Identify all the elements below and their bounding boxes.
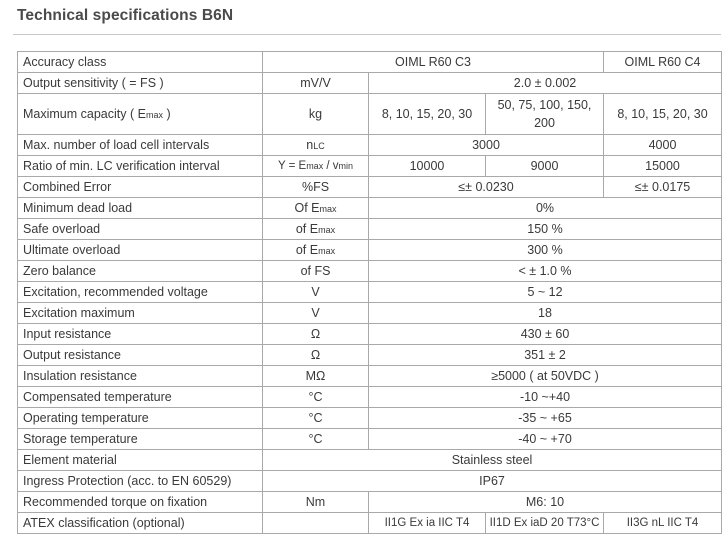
row-unit: of Emax xyxy=(263,219,369,240)
row-unit: nLC xyxy=(263,135,369,156)
row-value: < ± 1.0 % xyxy=(369,261,722,282)
table-row xyxy=(18,135,722,156)
table-row xyxy=(18,156,722,177)
table-row xyxy=(18,408,722,429)
table-row xyxy=(18,429,722,450)
page-title: Technical specifications B6N xyxy=(17,7,234,24)
row-value: -10 ~+40 xyxy=(369,387,722,408)
row-unit: V xyxy=(263,303,369,324)
cell-c3a: 10000 xyxy=(369,156,486,177)
row-value: 2.0 ± 0.002 xyxy=(369,73,722,94)
row-label: Element material xyxy=(18,450,263,471)
table-row xyxy=(18,282,722,303)
table-row xyxy=(18,450,722,471)
table-row xyxy=(18,303,722,324)
row-label: Zero balance xyxy=(18,261,263,282)
table-row xyxy=(18,240,722,261)
row-unit: Nm xyxy=(263,492,369,513)
specifications-table xyxy=(17,51,722,534)
row-label: Excitation, recommended voltage xyxy=(18,282,263,303)
row-value: ≥5000 ( at 50VDC ) xyxy=(369,366,722,387)
row-value: 5 ~ 12 xyxy=(369,282,722,303)
table-row xyxy=(18,324,722,345)
row-label: Maximum capacity ( Emax ) xyxy=(18,94,263,135)
row-unit: V xyxy=(263,282,369,303)
row-value: 351 ± 2 xyxy=(369,345,722,366)
row-value: 300 % xyxy=(369,240,722,261)
table-row xyxy=(18,177,722,198)
row-unit xyxy=(263,513,369,534)
row-value: -40 ~ +70 xyxy=(369,429,722,450)
row-value: M6: 10 xyxy=(369,492,722,513)
table-row xyxy=(18,198,722,219)
cell-c3: ≤± 0.0230 xyxy=(369,177,604,198)
table-row xyxy=(18,94,722,135)
row-label: Ratio of min. LC verification interval xyxy=(18,156,263,177)
row-label: Excitation maximum xyxy=(18,303,263,324)
cell-c4: OIML R60 C4 xyxy=(604,52,722,73)
row-label: Minimum dead load xyxy=(18,198,263,219)
row-label: ATEX classification (optional) xyxy=(18,513,263,534)
cell-c3b: 9000 xyxy=(486,156,604,177)
row-label: Storage temperature xyxy=(18,429,263,450)
row-label: Max. number of load cell intervals xyxy=(18,135,263,156)
row-value: 430 ± 60 xyxy=(369,324,722,345)
row-label: Accuracy class xyxy=(18,52,263,73)
table-row xyxy=(18,345,722,366)
row-value: Stainless steel xyxy=(263,450,722,471)
title-divider xyxy=(13,34,721,35)
table-row xyxy=(18,366,722,387)
cell-c3: 3000 xyxy=(369,135,604,156)
row-value: IP67 xyxy=(263,471,722,492)
row-label: Output sensitivity ( = FS ) xyxy=(18,73,263,94)
row-unit: Ω xyxy=(263,345,369,366)
row-label: Insulation resistance xyxy=(18,366,263,387)
cell-c3b: 50, 75, 100, 150, 200 xyxy=(486,94,604,135)
table-row xyxy=(18,219,722,240)
row-unit: Of Emax xyxy=(263,198,369,219)
table-row xyxy=(18,471,722,492)
row-unit: %FS xyxy=(263,177,369,198)
row-unit: MΩ xyxy=(263,366,369,387)
cell-c4: II3G nL IIC T4 xyxy=(604,513,722,534)
table-row xyxy=(18,492,722,513)
table-row xyxy=(18,387,722,408)
row-label: Combined Error xyxy=(18,177,263,198)
cell-c3a: 8, 10, 15, 20, 30 xyxy=(369,94,486,135)
row-value: 150 % xyxy=(369,219,722,240)
row-unit: mV/V xyxy=(263,73,369,94)
table-row xyxy=(18,261,722,282)
cell-c3a: II1G Ex ia IIC T4 xyxy=(369,513,486,534)
row-label: Ingress Protection (acc. to EN 60529) xyxy=(18,471,263,492)
table-row xyxy=(18,52,722,73)
row-label: Ultimate overload xyxy=(18,240,263,261)
row-unit: of Emax xyxy=(263,240,369,261)
cell-c4: 8, 10, 15, 20, 30 xyxy=(604,94,722,135)
row-label: Safe overload xyxy=(18,219,263,240)
table-row xyxy=(18,73,722,94)
row-label: Operating temperature xyxy=(18,408,263,429)
row-label: Recommended torque on fixation xyxy=(18,492,263,513)
cell-c4: 15000 xyxy=(604,156,722,177)
row-label: Compensated temperature xyxy=(18,387,263,408)
table-row xyxy=(18,513,722,534)
row-unit: °C xyxy=(263,408,369,429)
cell-c3b: II1D Ex iaD 20 T73°C xyxy=(486,513,604,534)
row-unit: Y = Emax / vmin xyxy=(263,156,369,177)
row-value: 18 xyxy=(369,303,722,324)
row-value: -35 ~ +65 xyxy=(369,408,722,429)
cell-c4: ≤± 0.0175 xyxy=(604,177,722,198)
row-label: Input resistance xyxy=(18,324,263,345)
row-value: 0% xyxy=(369,198,722,219)
row-unit: Ω xyxy=(263,324,369,345)
row-unit: kg xyxy=(263,94,369,135)
row-unit: °C xyxy=(263,387,369,408)
row-unit: °C xyxy=(263,429,369,450)
row-unit: of FS xyxy=(263,261,369,282)
cell-c3: OIML R60 C3 xyxy=(263,52,604,73)
cell-c4: 4000 xyxy=(604,135,722,156)
row-label: Output resistance xyxy=(18,345,263,366)
